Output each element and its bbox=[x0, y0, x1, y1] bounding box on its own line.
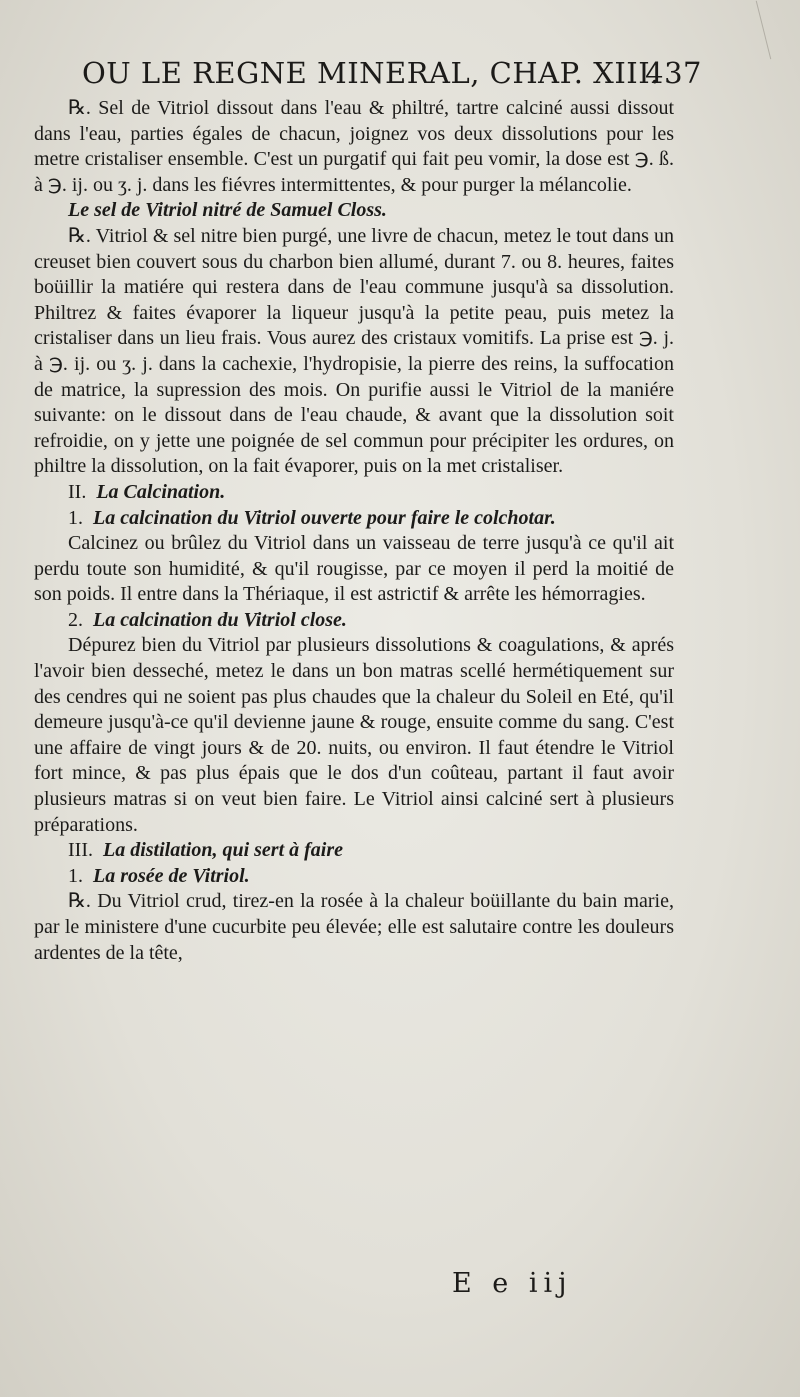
body-paragraph: ℞. Vitriol & sel nitre bien purgé, une livre de chacun, metez le tout dans un creuset bien couvert sous du charbon bien allumé, durant 7. ou 8. heures, faites boüillir la matiére qui restera dans de l'eau commune jusqu'à sa dissolution. Philtrez & faites évaporer la liqueur jusqu'à la petite peau, puis metez la cristaliser dans un lieu frais. Vous aurez des cristaux vomitifs. La prise est ℈. j. à ℈. ij. ou ʒ. j. dans la cachexie, l'hydropisie, la pierre des reins, la suffocation de matrice, la supression des mois. On purifie aussi le Vitriol de la maniére suivante: on le dissout dans de l'eau chaude, & avant que la dissolution soit refroidie, on y jette une poignée de sel commun pour précipiter les ordures, on philtre la dissolution, on la fait évaporer, puis on la met cristaliser. bbox=[34, 224, 674, 478]
section-title: La calcination du Vitriol close. bbox=[93, 608, 347, 631]
section-heading bbox=[34, 198, 674, 224]
section-number: 1. bbox=[68, 506, 83, 529]
section-heading bbox=[34, 506, 674, 532]
section-heading bbox=[34, 864, 674, 890]
section-title: La Calcination. bbox=[96, 480, 226, 503]
page-number: 437 bbox=[645, 56, 702, 90]
section-title: La distilation, qui sert à faire bbox=[102, 839, 344, 862]
body-paragraph: ℞. Sel de Vitriol dissout dans l'eau & philtré, tartre calciné aussi dissout dans l'eau, parties égales de chacun, joignez vos deux dissolutions pour les metre cristaliser ensemble. C'est un purgatif qui fait peu vomir, la dose est ℈. ß. à ℈. ij. ou ʒ. j. dans les fiévres intermittentes, & pour purger la mélancolie. bbox=[34, 97, 674, 196]
section-number: 2. bbox=[68, 608, 83, 631]
section-number: 1. bbox=[68, 864, 83, 887]
body-paragraph: Dépurez bien du Vitriol par plusieurs dissolutions & coagulations, & aprés l'avoir bien desseché, metez le dans un bon matras scellé hermétiquement sur des cendres qui ne soient pas plus chaudes que la chaleur du Soleil en Eté, qu'il demeure jusqu'à-ce qu'il devienne jaune & rouge, ensuite comme du sang. C'est une affaire de vingt jours & de 20. nuits, ou environ. Il faut étendre le Vitriol fort mince, & pas plus épais que le dos d'un coûteau, partant il faut avoir plusieurs matras si on veut bien faire. Le Vitriol ainsi calciné sert à plusieurs préparations. bbox=[34, 634, 674, 836]
page-header bbox=[82, 56, 702, 90]
section-number: III. bbox=[68, 839, 93, 862]
section-heading bbox=[34, 480, 674, 506]
page-edge-mark bbox=[756, 1, 771, 59]
section-title: La calcination du Vitriol ouverte pour faire le colchotar. bbox=[93, 506, 556, 529]
body-paragraph: Calcinez ou brûlez du Vitriol dans un vaisseau de terre jusqu'à ce qu'il ait perdu toute son humidité, & qu'il rougisse, par ce moyen il perd la moitié de son poids. Il entre dans la Thériaque, il est astrictif & arrête les hémorragies. bbox=[34, 532, 674, 606]
section-title: Le sel de Vitriol nitré de Samuel Closs. bbox=[68, 199, 387, 222]
running-title: OU LE REGNE MINERAL, CHAP. XIII. bbox=[82, 56, 660, 90]
section-heading bbox=[34, 838, 674, 864]
section-number: II. bbox=[68, 480, 87, 503]
signature-mark: E e iij bbox=[452, 1268, 573, 1299]
section-heading bbox=[34, 608, 674, 634]
section-title: La rosée de Vitriol. bbox=[93, 864, 250, 887]
page-body bbox=[34, 96, 674, 966]
body-paragraph: ℞. Du Vitriol crud, tirez-en la rosée à la chaleur boüillante du bain marie, par le ministere d'une cucurbite peu élevée; elle est salutaire contre les douleurs ardentes de la tête, bbox=[34, 890, 674, 964]
